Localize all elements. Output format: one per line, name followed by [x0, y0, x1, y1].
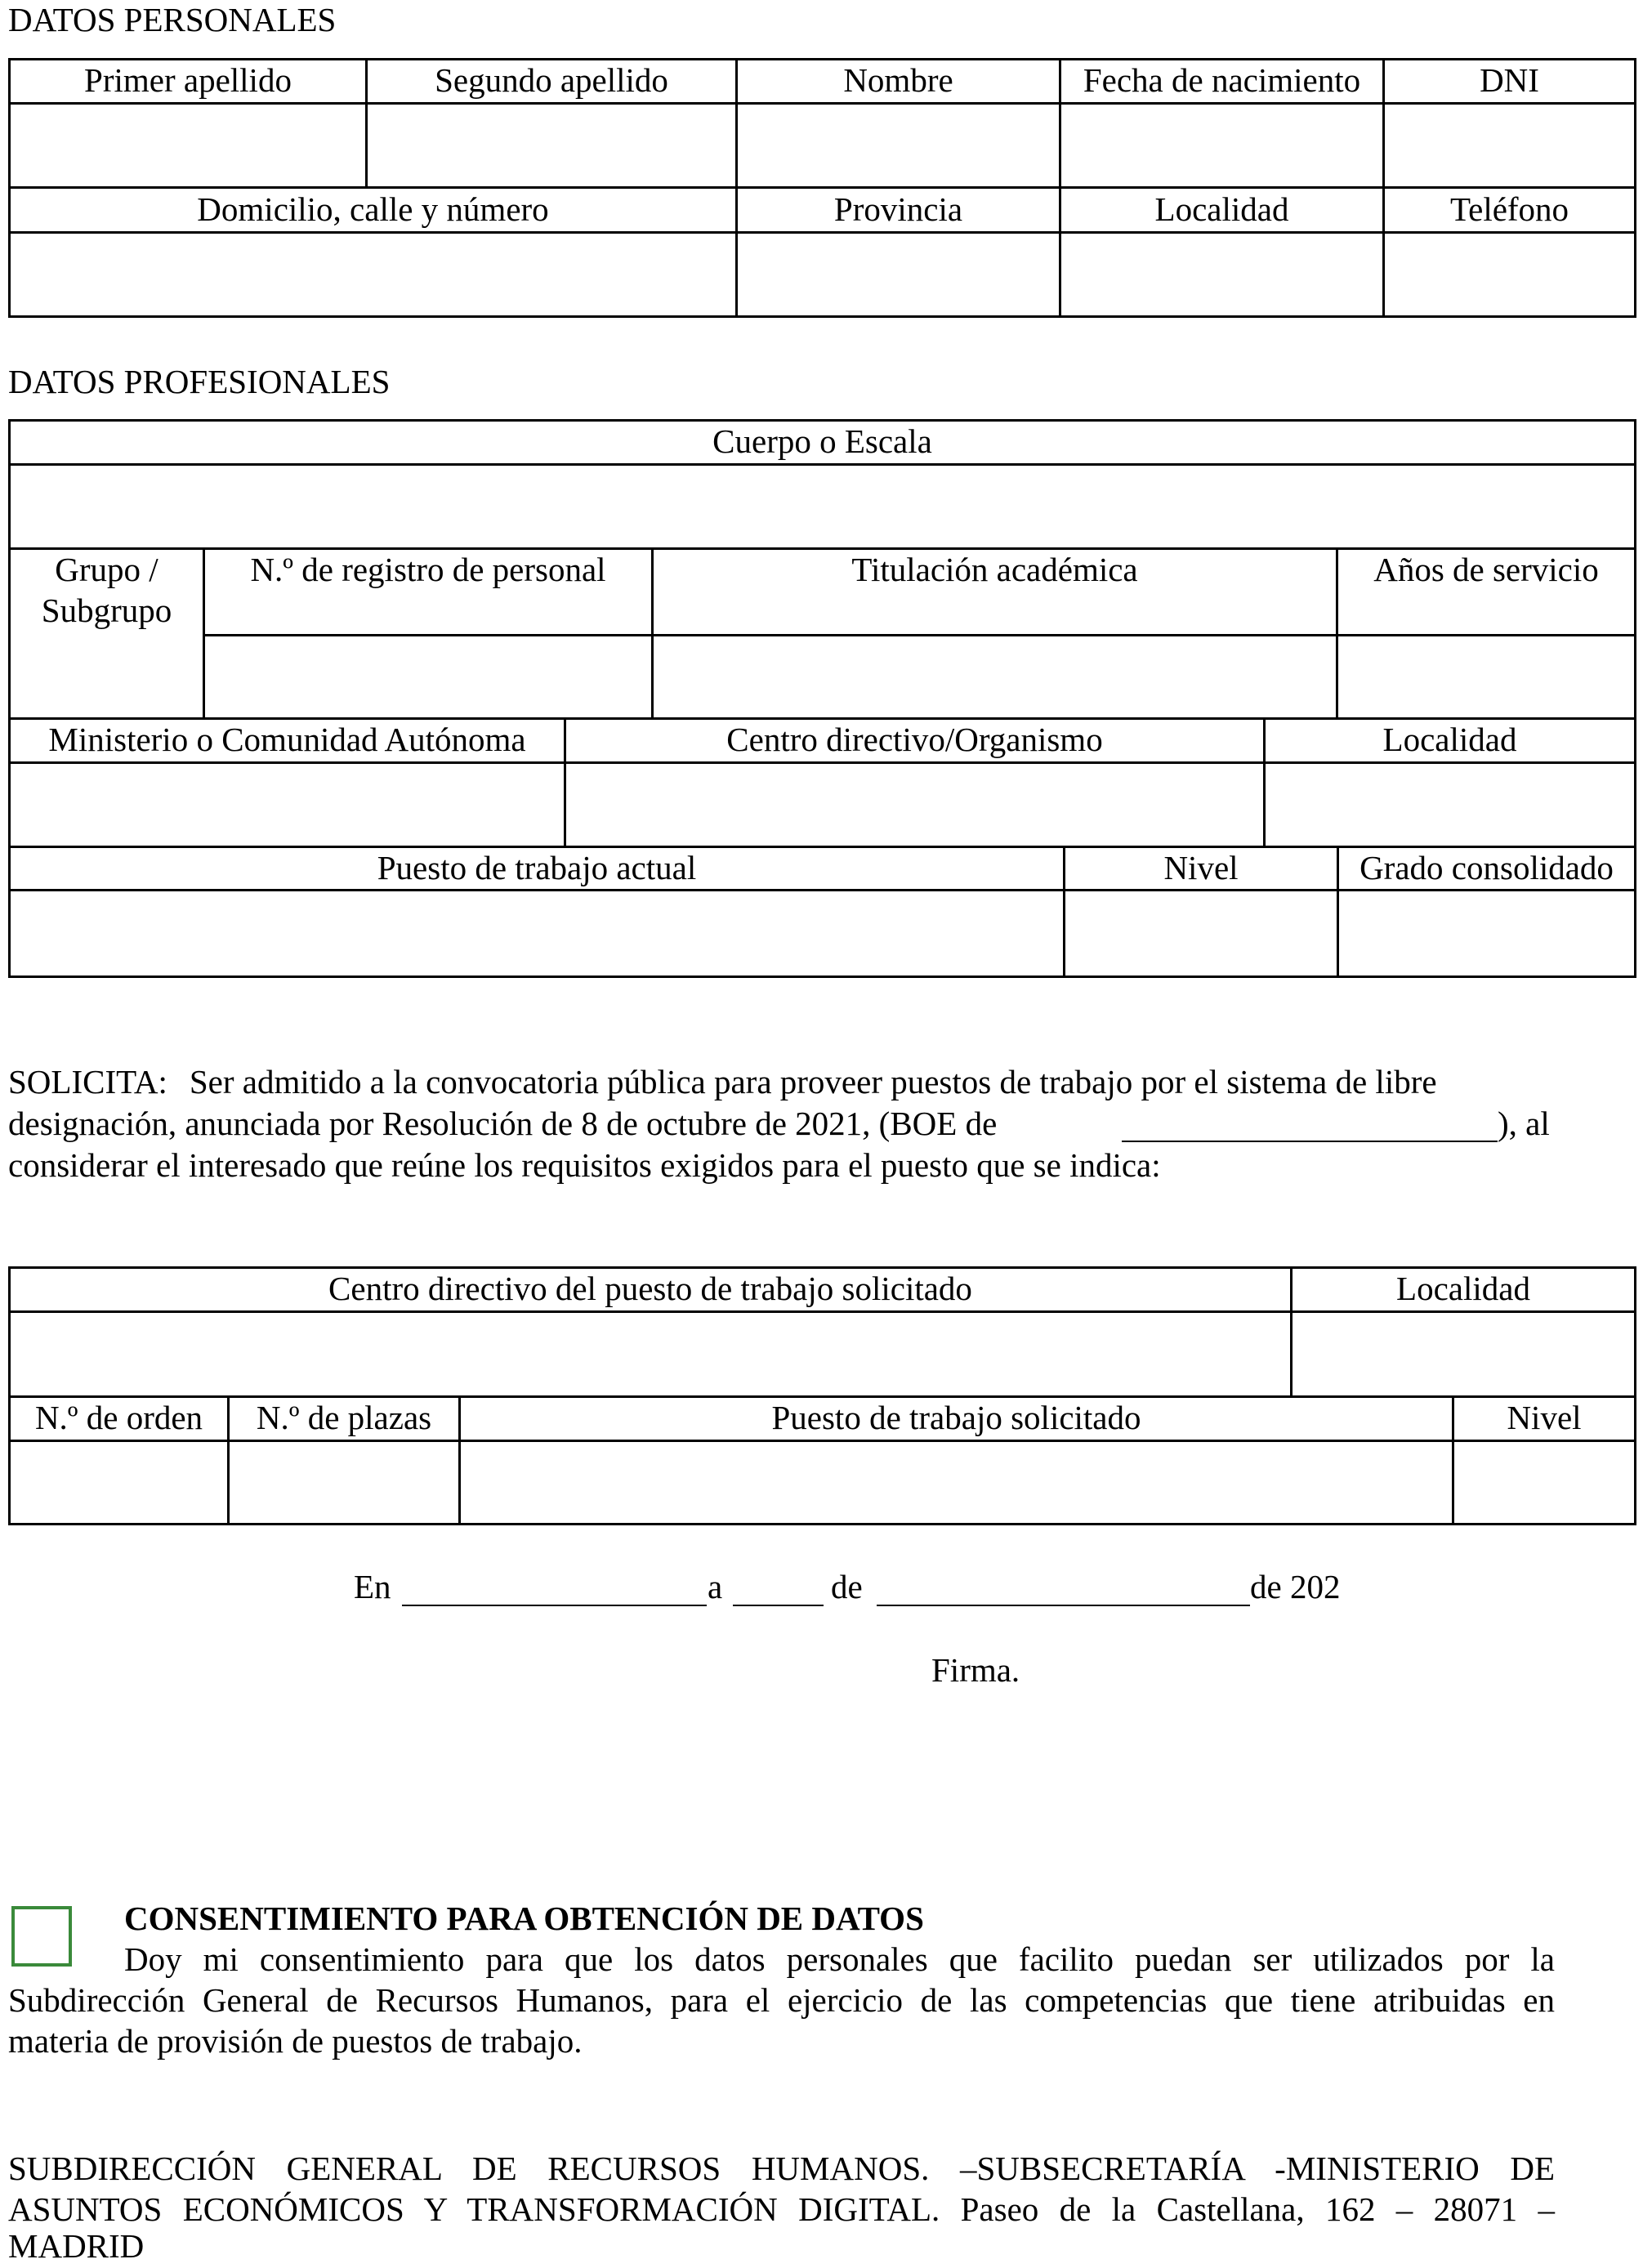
consentimiento-line-2: Subdirección General de Recursos Humanos, para el ejercicio de las competencias que tiene atribuidas en — [8, 1981, 1555, 2019]
primer-apellido-field[interactable] — [11, 105, 365, 186]
fecha-en: En — [354, 1568, 391, 1605]
header-puesto-actual: Puesto de trabajo actual — [377, 849, 697, 886]
header-grupo: Grupo / — [55, 551, 158, 588]
ministerio-field[interactable] — [11, 764, 564, 846]
solicita-line-1 — [8, 1061, 1636, 1103]
fecha-de-anio: de 202 — [1250, 1568, 1341, 1605]
header-grado-consolidado: Grado consolidado — [1359, 849, 1614, 886]
header-cuerpo-escala: Cuerpo o Escala — [712, 422, 932, 460]
cuerpo-escala-field[interactable] — [11, 466, 1634, 547]
solicita-line-2 — [8, 1103, 1636, 1145]
header-domicilio: Domicilio, calle y número — [197, 190, 549, 228]
titulacion-field[interactable] — [654, 636, 1336, 717]
consentimiento-checkbox[interactable] — [11, 1906, 72, 1967]
solicita-label: SOLICITA: — [8, 1063, 167, 1101]
puesto-actual-field[interactable] — [11, 891, 1063, 976]
localidad-field[interactable] — [1061, 234, 1382, 315]
header-numero-orden: N.º de orden — [34, 1399, 203, 1436]
header-anios-servicio: Años de servicio — [1373, 551, 1599, 588]
fecha-de: de — [831, 1568, 863, 1605]
centro-solicitado-field[interactable] — [11, 1313, 1290, 1395]
solicita-text-2a: designación, anunciada por Resolución de 8 de octubre de 2021, (BOE de — [8, 1105, 998, 1142]
header-segundo-apellido: Segundo apellido — [435, 61, 668, 99]
header-centro-directivo: Centro directivo/Organismo — [726, 721, 1103, 758]
grado-consolidado-field[interactable] — [1339, 891, 1634, 976]
section-title-datos-personales: DATOS PERSONALES — [8, 1, 337, 38]
telefono-field[interactable] — [1385, 234, 1634, 315]
nivel-solicitado-field[interactable] — [1454, 1442, 1634, 1523]
fecha-lugar-blank[interactable] — [402, 1605, 707, 1606]
header-titulacion: Titulación académica — [851, 551, 1138, 588]
localidad-solicitada-field[interactable] — [1293, 1313, 1634, 1395]
header-localidad-solicitada: Localidad — [1396, 1270, 1530, 1307]
header-registro-personal: N.º de registro de personal — [250, 551, 606, 588]
header-subgrupo: Subgrupo — [41, 592, 172, 629]
header-primer-apellido: Primer apellido — [84, 61, 292, 99]
consentimiento-title: CONSENTIMIENTO PARA OBTENCIÓN DE DATOS — [124, 1900, 924, 1937]
numero-plazas-field[interactable] — [230, 1442, 458, 1523]
header-localidad-prof: Localidad — [1382, 721, 1517, 758]
firma-label: Firma. — [931, 1651, 1020, 1689]
domicilio-field[interactable] — [11, 234, 735, 315]
consentimiento-line-1: Doy mi consentimiento para que los datos personales que facilito puedan ser utilizados por la — [124, 1940, 1555, 1978]
solicita-line-3: considerar el interesado que reúne los requisitos exigidos para el puesto que se indica: — [8, 1146, 1161, 1184]
section-title-datos-profesionales: DATOS PROFESIONALES — [8, 363, 391, 400]
fecha-a: a — [708, 1568, 723, 1605]
header-ministerio: Ministerio o Comunidad Autónoma — [48, 721, 526, 758]
segundo-apellido-field[interactable] — [368, 105, 735, 186]
fecha-dia-blank[interactable] — [733, 1605, 824, 1606]
header-puesto-solicitado: Puesto de trabajo solicitado — [771, 1399, 1141, 1436]
header-nivel: Nivel — [1163, 849, 1239, 886]
header-telefono: Teléfono — [1449, 190, 1569, 228]
solicita-text-2b: ), al — [1498, 1105, 1550, 1142]
footer-line-3: MADRID — [8, 2227, 145, 2265]
header-fecha-nacimiento: Fecha de nacimiento — [1083, 61, 1361, 99]
grupo-field[interactable] — [11, 636, 203, 717]
numero-orden-field[interactable] — [11, 1442, 227, 1523]
footer-line-2: ASUNTOS ECONÓMICOS Y TRANSFORMACIÓN DIGITAL. Paseo de la Castellana, 162 – 28071 – — [8, 2190, 1555, 2228]
centro-directivo-field[interactable] — [566, 764, 1263, 846]
anios-servicio-field[interactable] — [1338, 636, 1634, 717]
header-numero-plazas: N.º de plazas — [256, 1399, 432, 1436]
registro-personal-field[interactable] — [205, 636, 651, 717]
nivel-field[interactable] — [1065, 891, 1337, 976]
consentimiento-line-3: materia de provisión de puestos de trabajo. — [8, 2022, 583, 2060]
header-centro-solicitado: Centro directivo del puesto de trabajo solicitado — [328, 1270, 972, 1307]
nombre-field[interactable] — [738, 105, 1059, 186]
fecha-nacimiento-field[interactable] — [1061, 105, 1382, 186]
localidad-prof-field[interactable] — [1266, 764, 1634, 846]
dni-field[interactable] — [1385, 105, 1634, 186]
header-nivel-solicitado: Nivel — [1507, 1399, 1582, 1436]
fecha-mes-blank[interactable] — [877, 1605, 1250, 1606]
header-dni: DNI — [1480, 61, 1539, 99]
puesto-solicitado-field[interactable] — [461, 1442, 1452, 1523]
header-nombre: Nombre — [843, 61, 953, 99]
boe-date-blank[interactable] — [1122, 1141, 1498, 1142]
header-provincia: Provincia — [833, 190, 963, 228]
provincia-field[interactable] — [738, 234, 1059, 315]
solicita-text-1: Ser admitido a la convocatoria pública para proveer puestos de trabajo por el sistema de libre — [189, 1063, 1437, 1101]
header-localidad: Localidad — [1154, 190, 1289, 228]
footer-line-1: SUBDIRECCIÓN GENERAL DE RECURSOS HUMANOS. –SUBSECRETARÍA -MINISTERIO DE — [8, 2150, 1555, 2187]
